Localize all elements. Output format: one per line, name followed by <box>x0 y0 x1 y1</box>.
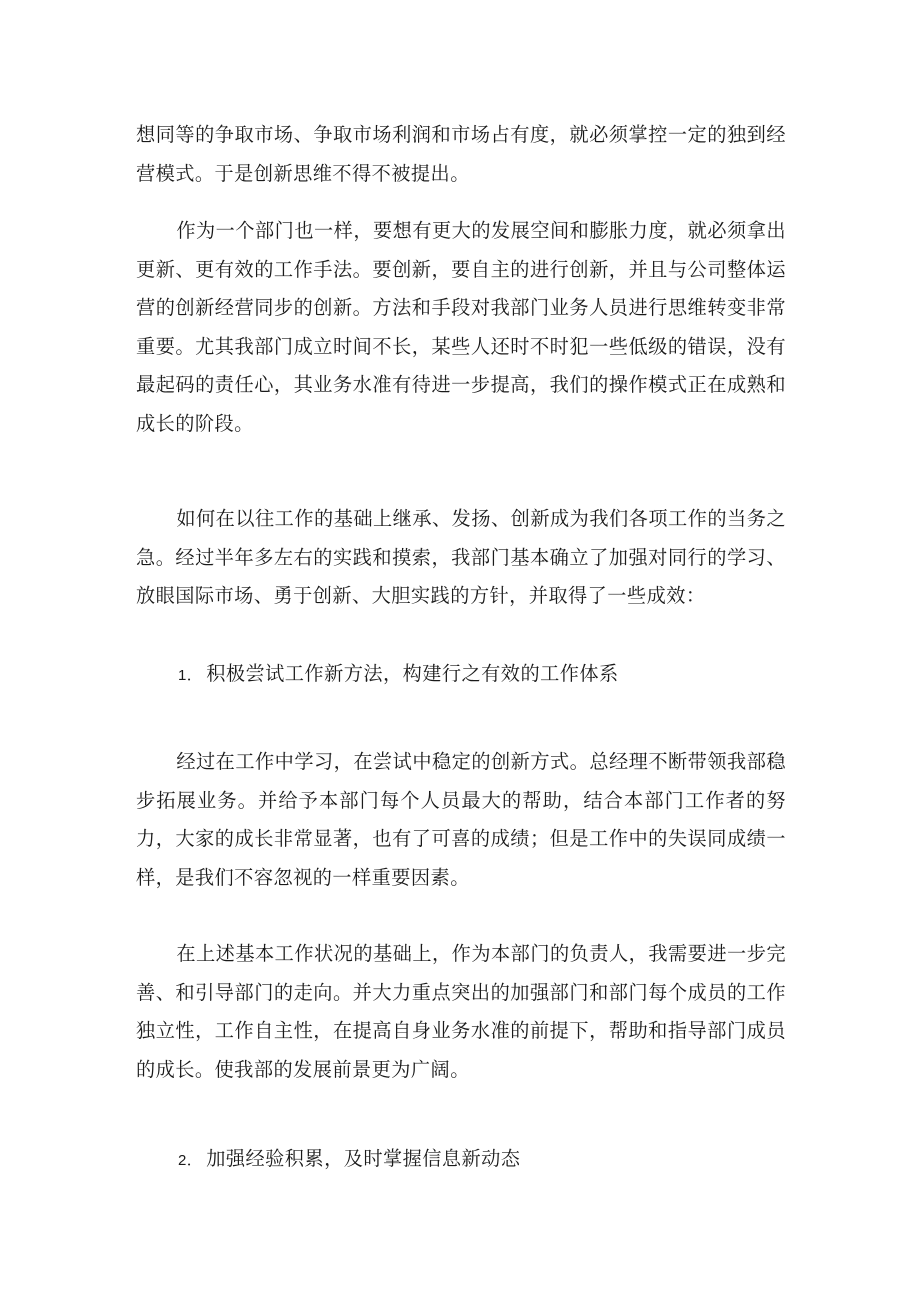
section-number: 1． <box>178 667 203 684</box>
section-title: 加强经验积累，及时掌握信息新动态 <box>206 1147 521 1170</box>
section-heading-1 <box>178 655 619 696</box>
section-heading-2 <box>178 1140 520 1181</box>
section-title: 积极尝试工作新方法，构建行之有效的工作体系 <box>206 662 619 685</box>
section-number: 2． <box>178 1152 203 1169</box>
paragraph-approach: 如何在以往工作的基础上继承、发扬、创新成为我们各项工作的当务之急。经过半年多左右的实践和摸索，我部门基本确立了加强对同行的学习、放眼国际市场、勇于创新、大胆实践的方针，并取得了一些成效： <box>136 507 786 607</box>
paragraph-learning: 经过在工作中学习，在尝试中稳定的创新方式。总经理不断带领我部稳步拓展业务。并给予本部门每个人员最大的帮助，结合本部门工作者的努力，大家的成长非常显著，也有了可喜的成绩；但是工作中的失误同成绩一样，是我们不容忽视的一样重要因素。 <box>136 750 786 889</box>
paragraph-leadership: 在上述基本工作状况的基础上，作为本部门的负责人，我需要进一步完善、和引导部门的走向。并大力重点突出的加强部门和部门每个成员的工作独立性，工作自主性，在提高自身业务水准的前提下，帮助和指导部门成员的成长。使我部的发展前景更为广阔。 <box>136 942 786 1081</box>
paragraph-opening: 想同等的争取市场、争取市场利润和市场占有度，就必须掌控一定的独到经营模式。于是创新思维不得不被提出。 <box>136 123 786 185</box>
paragraph-innovation: 作为一个部门也一样，要想有更大的发展空间和膨胀力度，就必须拿出更新、更有效的工作手法。要创新，要自主的进行创新，并且与公司整体运营的创新经营同步的创新。方法和手段对我部门业务人员进行思维转变非常重要。尤其我部门成立时间不长，某些人还时不时犯一些低级的错误，没有最起码的责任心，其业务水准有待进一步提高，我们的操作模式正在成熟和成长的阶段。 <box>136 219 786 435</box>
